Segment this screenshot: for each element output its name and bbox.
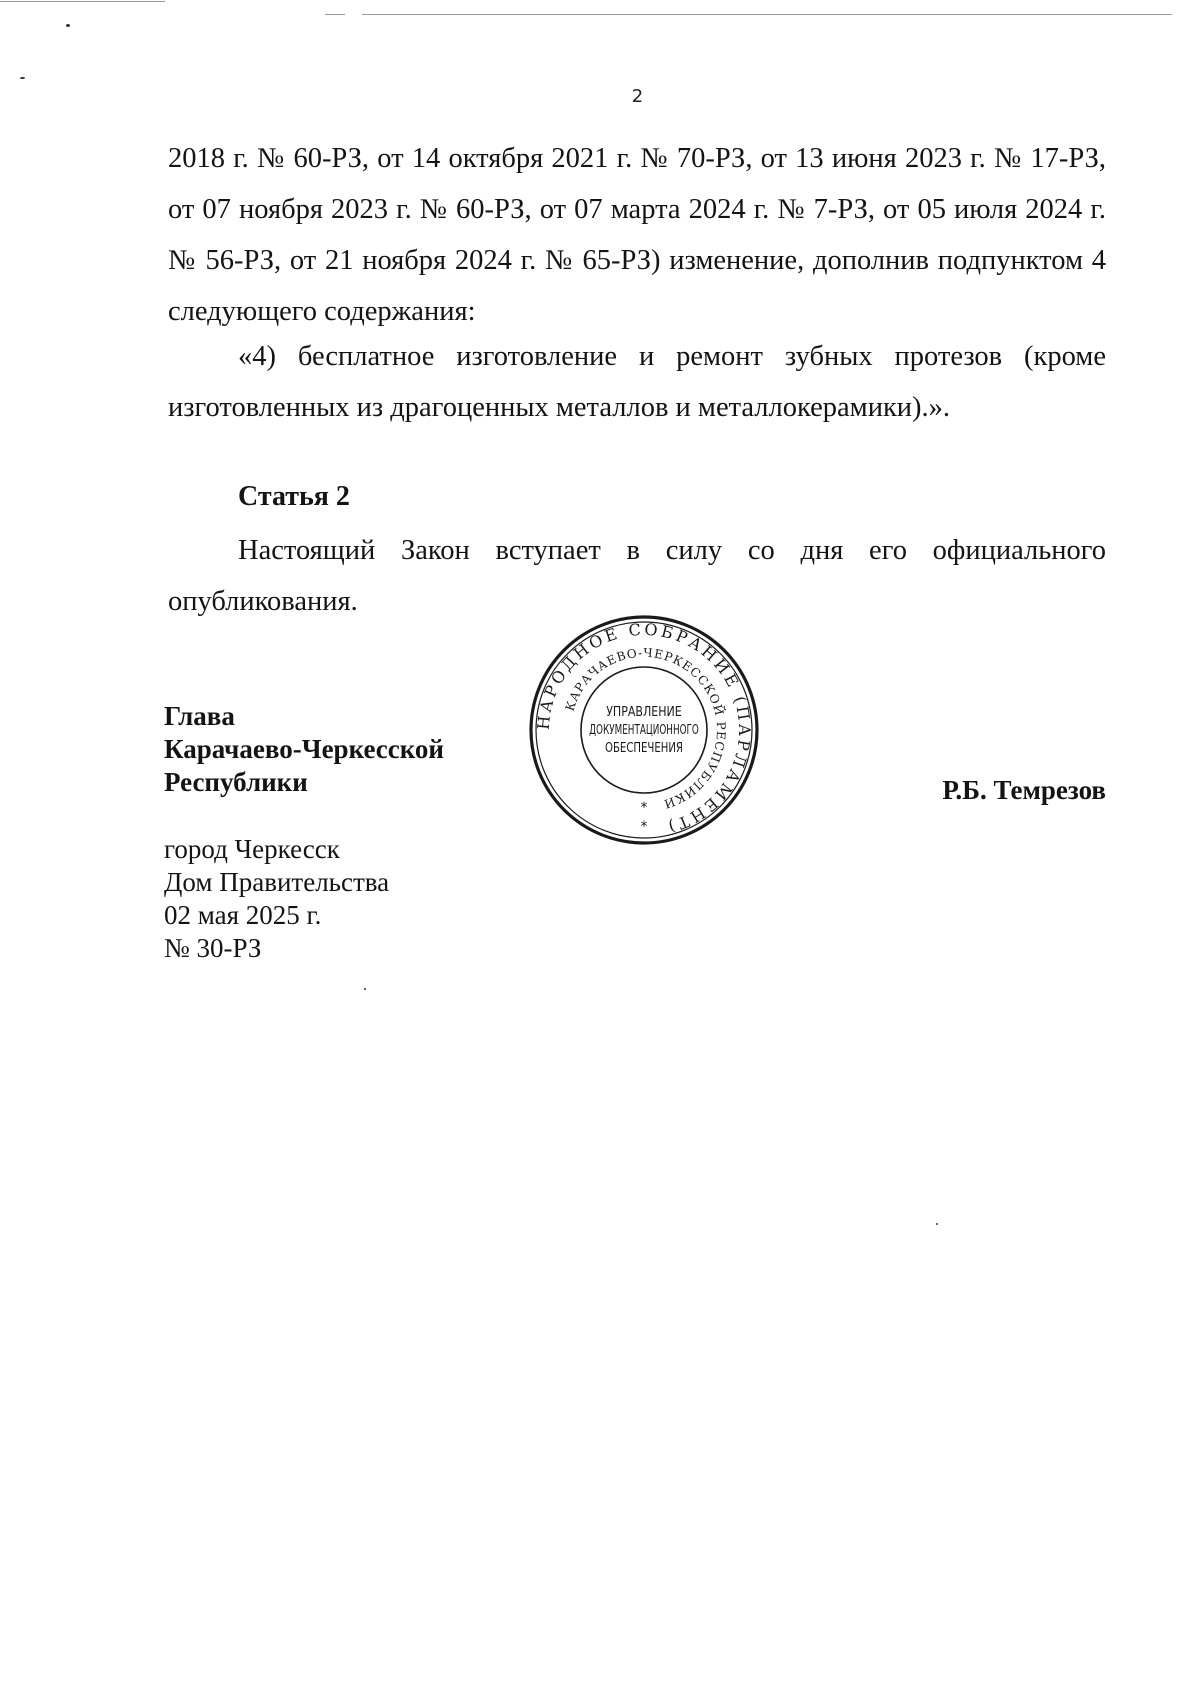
scan-top-edge [0,0,1200,20]
signer-title-line: Глава [164,701,235,731]
official-seal [528,614,760,846]
seal-outer-text: НАРОДНОЕ СОБРАНИЕ (ПАРЛАМЕНТ) [533,619,755,838]
seal-center-line: ДОКУМЕНТАЦИОННОГО [589,722,699,738]
signer-name: Р.Б. Темрезов [942,775,1106,805]
paragraph-text: Настоящий Закон вступает в силу со дня его официального опубликования. [168,535,1106,617]
body-paragraph [168,133,1106,337]
paragraph-text: 2018 г. № 60-РЗ, от 14 октября 2021 г. № 70-РЗ, от 13 июня 2023 г. № 17-РЗ, от 07 ноября 2023 г. № 60-РЗ, от 07 марта 2024 г. № 7-РЗ, от 05 июля 2024 г. № 56-РЗ, от 21 ноября 2024 г. № 65-РЗ) изменение, дополнив подпунктом 4 следующего содержания: [168,143,1106,327]
scan-speck [20,77,25,79]
scan-speck [364,988,366,990]
seal-inner-text: КАРАЧАЕВО-ЧЕРКЕССКОЙ РЕСПУБЛИКИ [562,645,729,812]
page-number: 2 [631,86,644,107]
place-building: Дом Правительства [164,867,390,897]
signer-title-line: Карачаево-Черкесской [164,734,444,764]
signer-title [164,700,444,799]
article-heading: Статья 2 [238,481,350,512]
document-number: № 30-РЗ [164,933,262,963]
place-city: город Черкесск [164,834,340,864]
scan-speck [936,1223,938,1225]
seal-star: * [640,800,648,816]
place-and-date [164,833,389,965]
seal-center-line: ОБЕСПЕЧЕНИЯ [605,739,683,756]
scan-speck [66,24,70,27]
paragraph-text: «4) бесплатное изготовление и ремонт зубных протезов (кроме изготовленных из драгоценных металлов и металлокерамики).». [168,341,1106,423]
amendment-paragraph [168,331,1106,433]
document-date: 02 мая 2025 г. [164,900,322,930]
seal-star: * [640,819,648,835]
signer-title-line: Республики [164,767,308,797]
article-2-paragraph [168,525,1106,627]
seal-center-line: УПРАВЛЕНИЕ [606,704,682,720]
